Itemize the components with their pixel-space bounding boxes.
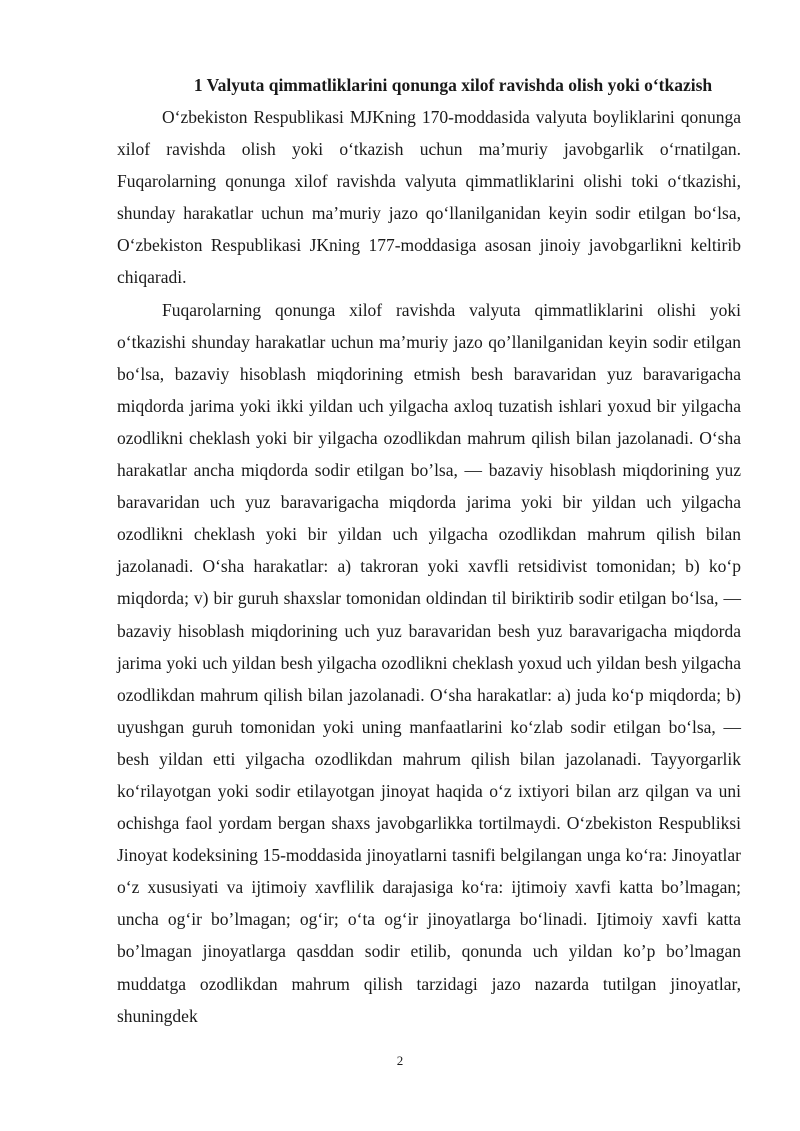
paragraph-2: Fuqarolarning qonunga xilof ravishda valyuta qimmatliklarini olishi yoki o‘tkazishi shunday harakatlar uchun ma’muriy jazo qo’llanilganidan keyin sodir etilgan bo‘lsa, bazaviy hisoblash miqdorining etmish besh baravaridan yuz baravarigacha miqdorda jarima yoki ikki yildan uch yilgacha axloq tuzatish ishlari yoxud bir yilgacha ozodlikni cheklash yoki bir yilgacha ozodlikdan mahrum qilish bilan jazolanadi. O‘sha harakatlar ancha miqdorda sodir etilgan bo’lsa, — bazaviy hisoblash miqdorining yuz baravaridan uch yuz baravarigacha miqdorda jarima yoki bir yildan uch yilgacha ozodlikni cheklash yoki bir yildan uch yilgacha ozodlikdan mahrum qilish bilan jazolanadi. O‘sha harakatlar: a) takroran yoki xavfli retsidivist tomonidan; b) ko‘p miqdorda; v) bir guruh shaxslar tomonidan oldindan til biriktirib sodir etilgan bo‘lsa, — bazaviy hisoblash miqdorining uch yuz baravaridan besh yuz baravarigacha miqdorda jarima yoki uch yildan besh yilgacha ozodlikni cheklash yoxud uch yildan besh yilgacha ozodlikdan mahrum qilish bilan jazolanadi. O‘sha harakatlar: a) juda ko‘p miqdorda; b) uyushgan guruh tomonidan yoki uning manfaatlarini ko‘zlab sodir etilgan bo‘lsa, — besh yildan etti yilgacha ozodlikdan mahrum qilish bilan jazolanadi. Tayyorgarlik ko‘rilayotgan yoki sodir etilayotgan jinoyat haqida o‘z ixtiyori bilan arz qilgan va uni ochishga faol yordam bergan shaxs javobgarlikka tortilmaydi. O‘zbekiston Respubliksi Jinoyat kodeksining 15-moddasida jinoyatlarni tasnifi belgilangan unga ko‘ra: Jinoyatlar o‘z xususiyati va ijtimoiy xavflilik darajasiga ko‘ra: ijtimoiy xavfi katta bo’lmagan; uncha og‘ir bo’lmagan; og‘ir; o‘ta og‘ir jinoyatlarga bo‘linadi. Ijtimoiy xavfi katta bo’lmagan jinoyatlarga qasddan sodir etilib, qonunda uch yildan ko’p bo’lmagan muddatga ozodlikdan mahrum qilish tarzidagi jazo nazarda tutilgan jinoyatlar, shuningdek [117, 299, 741, 1026]
document-page [117, 70, 741, 1032]
section-heading: 1 Valyuta qimmatliklarini qonunga xilof ravishda olish yoki o‘tkazish [193, 75, 713, 95]
paragraph-1: O‘zbekiston Respublikasi MJKning 170-moddasida valyuta boyliklarini qonunga xilof ravishda olish yoki o‘tkazish uchun ma’muriy javobgarlik o‘rnatilgan. Fuqarolarning qonunga xilof ravishda valyuta qimmatliklarini olishi toki o‘tkazishi, shunday harakatlar uchun ma’muriy jazo qo‘llanilganidan keyin sodir etilgan bo‘lsa, O‘zbekiston Respublikasi JKning 177-moddasiga asosan jinoiy javobgarlikni keltirib chiqaradi. [117, 107, 741, 288]
page-number: 2 [396, 1053, 404, 1068]
